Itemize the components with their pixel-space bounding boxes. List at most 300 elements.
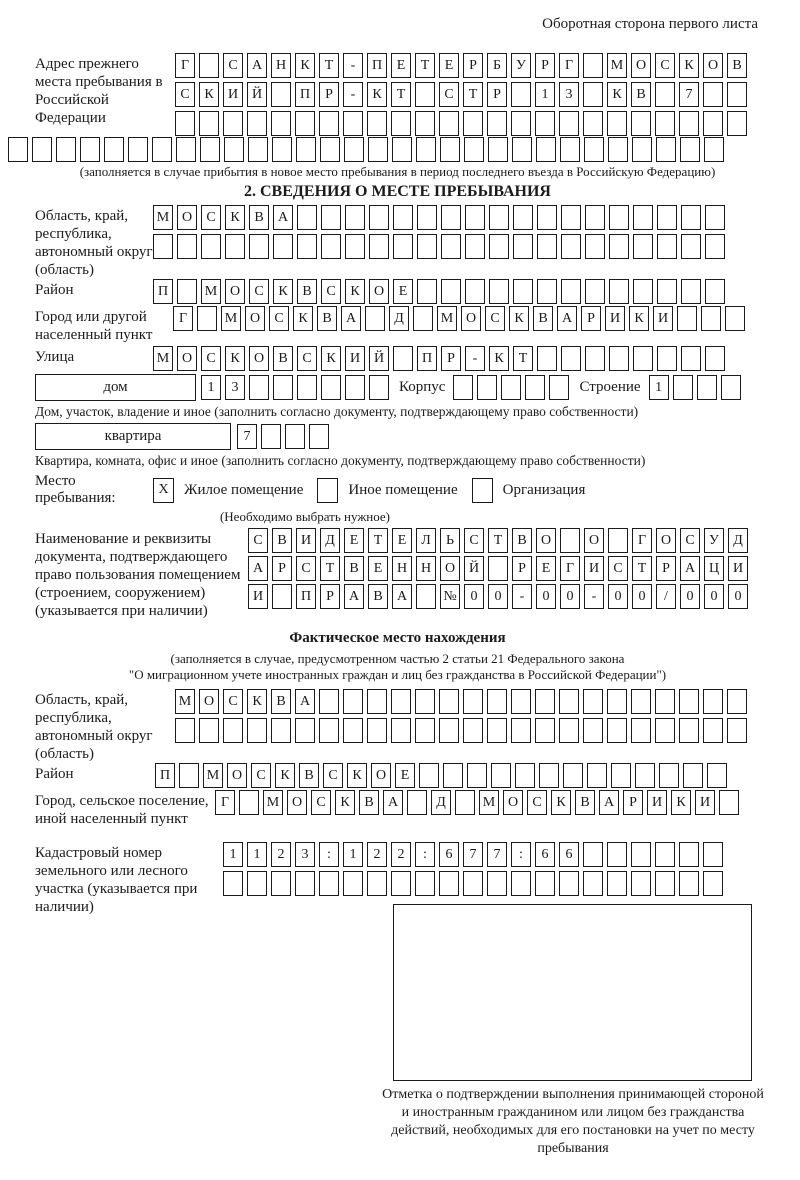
form-cell: Е bbox=[391, 53, 411, 78]
form-cell: К bbox=[345, 279, 365, 304]
form-cell bbox=[297, 234, 317, 259]
form-cell bbox=[704, 137, 724, 162]
form-cell bbox=[152, 137, 172, 162]
form-cell bbox=[391, 718, 411, 743]
korpus-label: Корпус bbox=[399, 379, 446, 395]
house-caption: Дом, участок, владение и иное (заполнить согласно документу, подтверждающему право собственности) bbox=[35, 404, 639, 419]
form-cell: С bbox=[297, 346, 317, 371]
form-cell bbox=[703, 689, 723, 714]
form-cell: С bbox=[201, 205, 221, 230]
section2-title: 2. СВЕДЕНИЯ О МЕСТЕ ПРЕБЫВАНИЯ bbox=[244, 183, 551, 200]
form-cell bbox=[249, 375, 269, 400]
form-cell bbox=[655, 82, 675, 107]
form-cell bbox=[343, 111, 363, 136]
factual-district-row bbox=[155, 763, 727, 788]
form-cell bbox=[539, 763, 559, 788]
form-cell bbox=[585, 234, 605, 259]
street-label: Улица bbox=[35, 349, 75, 365]
form-cell bbox=[415, 689, 435, 714]
form-cell: Е bbox=[536, 556, 556, 581]
form-cell bbox=[393, 346, 413, 371]
form-cell bbox=[583, 82, 603, 107]
form-cell bbox=[177, 234, 197, 259]
form-cell: 7 bbox=[463, 842, 483, 867]
form-cell bbox=[631, 111, 651, 136]
form-cell bbox=[585, 346, 605, 371]
form-cell bbox=[467, 763, 487, 788]
form-cell bbox=[719, 790, 739, 815]
form-cell: П bbox=[367, 53, 387, 78]
document-row-2 bbox=[248, 556, 748, 581]
form-cell bbox=[225, 234, 245, 259]
factual-note-1: (заполняется в случае, предусмотренном частью 2 статьи 21 Федерального закона bbox=[170, 651, 625, 666]
form-cell: В bbox=[359, 790, 379, 815]
form-cell: А bbox=[247, 53, 267, 78]
stay-place-label: Место пребывания: bbox=[35, 473, 116, 506]
form-cell: К bbox=[225, 205, 245, 230]
form-cell: Г bbox=[559, 53, 579, 78]
form-cell bbox=[585, 279, 605, 304]
checkbox-residential: X bbox=[153, 478, 174, 503]
form-cell bbox=[199, 111, 219, 136]
form-cell: У bbox=[704, 528, 724, 553]
form-cell bbox=[487, 689, 507, 714]
form-cell: 1 bbox=[535, 82, 555, 107]
form-cell: Й bbox=[247, 82, 267, 107]
form-cell: Р bbox=[656, 556, 676, 581]
form-cell bbox=[683, 763, 703, 788]
form-cell: Р bbox=[272, 556, 292, 581]
form-cell bbox=[463, 111, 483, 136]
form-cell: К bbox=[295, 53, 315, 78]
form-cell bbox=[511, 718, 531, 743]
stamp-box bbox=[393, 904, 752, 1081]
korpus-cells bbox=[453, 375, 569, 400]
apartment-number-cells bbox=[237, 424, 329, 449]
form-cell: О bbox=[536, 528, 556, 553]
district-label: Район bbox=[35, 282, 74, 298]
form-cell bbox=[273, 234, 293, 259]
form-cell: О bbox=[227, 763, 247, 788]
form-cell bbox=[681, 346, 701, 371]
form-cell bbox=[309, 424, 329, 449]
form-cell: И bbox=[584, 556, 604, 581]
form-cell bbox=[725, 306, 745, 331]
form-cell: Е bbox=[344, 528, 364, 553]
form-cell: 6 bbox=[535, 842, 555, 867]
form-cell: К bbox=[607, 82, 627, 107]
form-cell bbox=[585, 205, 605, 230]
form-cell bbox=[633, 234, 653, 259]
form-cell bbox=[343, 871, 363, 896]
form-cell: 2 bbox=[271, 842, 291, 867]
form-cell: В bbox=[272, 528, 292, 553]
form-cell: С bbox=[223, 53, 243, 78]
form-cell bbox=[537, 234, 557, 259]
form-cell bbox=[583, 53, 603, 78]
form-cell bbox=[247, 718, 267, 743]
form-cell: П bbox=[417, 346, 437, 371]
form-cell bbox=[609, 234, 629, 259]
form-cell: О bbox=[440, 556, 460, 581]
form-cell: - bbox=[343, 53, 363, 78]
form-cell: В bbox=[249, 205, 269, 230]
form-cell: С bbox=[296, 556, 316, 581]
form-cell bbox=[391, 871, 411, 896]
form-cell bbox=[413, 306, 433, 331]
ownership-document-label: Наименование и реквизиты документа, подтверждающего право пользования помещением (строением, сооружением) (указывается при наличии) bbox=[35, 531, 241, 619]
form-cell: О bbox=[631, 53, 651, 78]
form-cell: О bbox=[249, 346, 269, 371]
form-cell bbox=[607, 842, 627, 867]
form-cell bbox=[655, 871, 675, 896]
form-cell: М bbox=[153, 205, 173, 230]
previous-address-block bbox=[35, 53, 760, 136]
form-cell: Ь bbox=[440, 528, 460, 553]
form-cell bbox=[655, 689, 675, 714]
factual-city-label: Город, сельское поселение, иной населенный пункт bbox=[35, 793, 209, 827]
form-cell: Г bbox=[560, 556, 580, 581]
form-cell bbox=[367, 718, 387, 743]
form-cell bbox=[415, 82, 435, 107]
form-cell bbox=[535, 111, 555, 136]
form-cell bbox=[703, 82, 723, 107]
form-cell: Е bbox=[395, 763, 415, 788]
form-cell: А bbox=[344, 584, 364, 609]
form-cell: Н bbox=[392, 556, 412, 581]
form-cell: С bbox=[223, 689, 243, 714]
form-cell bbox=[465, 205, 485, 230]
form-cell: А bbox=[557, 306, 577, 331]
form-cell: 0 bbox=[536, 584, 556, 609]
form-cell bbox=[525, 375, 545, 400]
form-cell bbox=[631, 842, 651, 867]
form-cell bbox=[632, 137, 652, 162]
form-cell: С bbox=[249, 279, 269, 304]
form-cell bbox=[705, 279, 725, 304]
form-cell bbox=[345, 205, 365, 230]
city-row bbox=[173, 306, 745, 331]
form-cell: О bbox=[369, 279, 389, 304]
other-premises-label: Иное помещение bbox=[348, 481, 458, 498]
form-cell: И bbox=[248, 584, 268, 609]
form-cell bbox=[416, 137, 436, 162]
form-cell bbox=[727, 718, 747, 743]
form-cell bbox=[393, 234, 413, 259]
form-cell bbox=[515, 763, 535, 788]
form-cell: А bbox=[383, 790, 403, 815]
form-cell bbox=[703, 111, 723, 136]
form-cell bbox=[489, 205, 509, 230]
form-cell bbox=[559, 111, 579, 136]
form-cell bbox=[177, 279, 197, 304]
form-cell bbox=[153, 234, 173, 259]
form-cell: К bbox=[321, 346, 341, 371]
stroenie-cells bbox=[649, 375, 741, 400]
form-cell bbox=[607, 111, 627, 136]
factual-region-row-2 bbox=[175, 718, 747, 743]
form-cell bbox=[321, 375, 341, 400]
form-cell bbox=[563, 763, 583, 788]
previous-address-note: (заполняется в случае прибытия в новое место пребывания в период последнего въезда в Российскую Федерацию) bbox=[79, 164, 716, 179]
form-cell: М bbox=[437, 306, 457, 331]
form-cell bbox=[655, 111, 675, 136]
form-cell: К bbox=[335, 790, 355, 815]
form-cell bbox=[416, 584, 436, 609]
form-cell bbox=[681, 234, 701, 259]
form-cell bbox=[297, 375, 317, 400]
form-cell bbox=[583, 842, 603, 867]
form-cell: И bbox=[653, 306, 673, 331]
form-cell bbox=[721, 375, 741, 400]
form-cell: 6 bbox=[559, 842, 579, 867]
form-cell bbox=[271, 718, 291, 743]
apartment-row bbox=[35, 423, 760, 450]
form-cell: О bbox=[199, 689, 219, 714]
stamp-area bbox=[382, 904, 764, 1158]
apartment-caption: Квартира, комната, офис и иное (заполнить согласно документу, подтверждающему право собственности) bbox=[35, 453, 646, 468]
form-cell: Т bbox=[320, 556, 340, 581]
form-cell bbox=[32, 137, 52, 162]
form-cell bbox=[681, 205, 701, 230]
form-cell: М bbox=[263, 790, 283, 815]
form-cell: 3 bbox=[225, 375, 245, 400]
form-cell bbox=[559, 718, 579, 743]
form-cell bbox=[369, 234, 389, 259]
form-cell bbox=[561, 346, 581, 371]
form-cell: 0 bbox=[488, 584, 508, 609]
form-cell bbox=[705, 234, 725, 259]
form-cell: П bbox=[155, 763, 175, 788]
form-cell bbox=[367, 871, 387, 896]
form-cell bbox=[697, 375, 717, 400]
form-cell: О bbox=[245, 306, 265, 331]
form-cell: К bbox=[671, 790, 691, 815]
form-cell: И bbox=[647, 790, 667, 815]
form-cell bbox=[417, 279, 437, 304]
form-cell: К bbox=[273, 279, 293, 304]
form-cell bbox=[679, 871, 699, 896]
form-cell: В bbox=[273, 346, 293, 371]
form-cell: 0 bbox=[704, 584, 724, 609]
previous-address-row-4 bbox=[8, 137, 760, 162]
form-cell: В bbox=[271, 689, 291, 714]
form-cell bbox=[463, 718, 483, 743]
form-cell bbox=[679, 842, 699, 867]
form-cell: К bbox=[199, 82, 219, 107]
form-cell: 7 bbox=[679, 82, 699, 107]
form-cell bbox=[561, 279, 581, 304]
form-cell bbox=[271, 871, 291, 896]
form-cell bbox=[536, 137, 556, 162]
form-cell: : bbox=[319, 842, 339, 867]
form-cell bbox=[559, 689, 579, 714]
form-cell bbox=[583, 111, 603, 136]
form-cell bbox=[197, 306, 217, 331]
stroenie-label: Строение bbox=[579, 379, 641, 395]
form-cell: 0 bbox=[464, 584, 484, 609]
form-cell: Н bbox=[416, 556, 436, 581]
form-cell: / bbox=[656, 584, 676, 609]
form-cell bbox=[439, 871, 459, 896]
form-cell bbox=[439, 689, 459, 714]
form-cell bbox=[561, 205, 581, 230]
form-cell: 1 bbox=[223, 842, 243, 867]
form-cell: Г bbox=[632, 528, 652, 553]
form-cell bbox=[415, 111, 435, 136]
form-cell: 1 bbox=[343, 842, 363, 867]
form-cell: Т bbox=[391, 82, 411, 107]
page-subtitle: Оборотная сторона первого листа bbox=[542, 16, 758, 32]
form-cell bbox=[705, 346, 725, 371]
city-label: Город или другой населенный пункт bbox=[35, 309, 153, 343]
form-cell bbox=[511, 111, 531, 136]
form-cell bbox=[56, 137, 76, 162]
form-cell bbox=[608, 137, 628, 162]
form-cell: - bbox=[343, 82, 363, 107]
form-cell bbox=[392, 137, 412, 162]
form-cell bbox=[465, 279, 485, 304]
form-cell bbox=[607, 718, 627, 743]
form-cell: К bbox=[489, 346, 509, 371]
form-cell: Т bbox=[513, 346, 533, 371]
form-cell bbox=[365, 306, 385, 331]
form-cell bbox=[176, 137, 196, 162]
form-cell bbox=[703, 718, 723, 743]
form-cell: С bbox=[527, 790, 547, 815]
form-cell bbox=[611, 763, 631, 788]
form-cell: 2 bbox=[367, 842, 387, 867]
form-cell: М bbox=[203, 763, 223, 788]
form-cell bbox=[513, 205, 533, 230]
form-cell bbox=[489, 279, 509, 304]
form-cell bbox=[271, 111, 291, 136]
form-cell: Р bbox=[581, 306, 601, 331]
form-cell bbox=[247, 111, 267, 136]
form-cell bbox=[285, 424, 305, 449]
form-cell: К bbox=[509, 306, 529, 331]
form-cell bbox=[633, 346, 653, 371]
cadastre-row-1 bbox=[223, 842, 723, 867]
form-cell bbox=[439, 111, 459, 136]
form-cell bbox=[703, 871, 723, 896]
form-cell bbox=[487, 718, 507, 743]
form-cell: О bbox=[584, 528, 604, 553]
form-cell: В bbox=[631, 82, 651, 107]
form-cell bbox=[179, 763, 199, 788]
form-cell bbox=[501, 375, 521, 400]
form-cell bbox=[680, 137, 700, 162]
form-cell bbox=[320, 137, 340, 162]
form-cell bbox=[345, 375, 365, 400]
form-cell: С bbox=[485, 306, 505, 331]
factual-city-row bbox=[215, 790, 739, 815]
form-cell: Е bbox=[368, 556, 388, 581]
form-cell: А bbox=[341, 306, 361, 331]
previous-address-row-3 bbox=[175, 111, 747, 136]
form-cell: К bbox=[551, 790, 571, 815]
form-cell: М bbox=[221, 306, 241, 331]
form-cell bbox=[201, 234, 221, 259]
form-cell bbox=[655, 842, 675, 867]
form-cell: Р bbox=[319, 82, 339, 107]
form-cell bbox=[727, 111, 747, 136]
form-cell bbox=[223, 871, 243, 896]
form-cell: Й bbox=[464, 556, 484, 581]
form-cell bbox=[673, 375, 693, 400]
form-cell bbox=[417, 234, 437, 259]
form-cell bbox=[583, 871, 603, 896]
form-cell bbox=[512, 137, 532, 162]
form-cell bbox=[701, 306, 721, 331]
factual-title: Фактическое место нахождения bbox=[289, 630, 506, 646]
form-cell: В bbox=[299, 763, 319, 788]
form-cell: В bbox=[297, 279, 317, 304]
form-cell: 0 bbox=[728, 584, 748, 609]
form-cell bbox=[511, 82, 531, 107]
form-cell: И bbox=[728, 556, 748, 581]
factual-note-2: "О миграционном учете иностранных граждан и лиц без гражданства в Российской Федерации") bbox=[128, 667, 667, 682]
form-cell bbox=[175, 111, 195, 136]
form-cell: В bbox=[575, 790, 595, 815]
form-cell: 1 bbox=[649, 375, 669, 400]
form-cell bbox=[415, 718, 435, 743]
form-cell bbox=[223, 718, 243, 743]
form-cell: В bbox=[533, 306, 553, 331]
form-cell: 0 bbox=[608, 584, 628, 609]
form-cell: Г bbox=[175, 53, 195, 78]
form-cell: Б bbox=[487, 53, 507, 78]
form-cell bbox=[707, 763, 727, 788]
form-cell: Т bbox=[368, 528, 388, 553]
form-cell bbox=[561, 234, 581, 259]
form-cell bbox=[272, 584, 292, 609]
city-block bbox=[35, 306, 760, 344]
form-cell bbox=[199, 718, 219, 743]
form-cell: С bbox=[655, 53, 675, 78]
form-cell: Р bbox=[512, 556, 532, 581]
form-cell bbox=[441, 205, 461, 230]
form-cell bbox=[391, 689, 411, 714]
house-number-cells bbox=[201, 375, 389, 400]
form-cell bbox=[513, 234, 533, 259]
form-cell: И bbox=[296, 528, 316, 553]
form-cell: Р bbox=[463, 53, 483, 78]
form-cell bbox=[391, 111, 411, 136]
form-cell: С bbox=[201, 346, 221, 371]
form-cell bbox=[296, 137, 316, 162]
form-cell: Р bbox=[535, 53, 555, 78]
form-cell: О bbox=[287, 790, 307, 815]
form-cell bbox=[369, 375, 389, 400]
form-cell bbox=[319, 871, 339, 896]
form-cell bbox=[679, 718, 699, 743]
form-cell: Р bbox=[487, 82, 507, 107]
form-cell bbox=[489, 234, 509, 259]
form-cell bbox=[608, 528, 628, 553]
form-cell bbox=[273, 375, 293, 400]
form-cell: О bbox=[225, 279, 245, 304]
form-cell bbox=[8, 137, 28, 162]
form-cell: К bbox=[347, 763, 367, 788]
form-cell: К bbox=[275, 763, 295, 788]
form-cell bbox=[223, 111, 243, 136]
form-cell bbox=[295, 718, 315, 743]
form-cell bbox=[727, 689, 747, 714]
form-cell bbox=[537, 346, 557, 371]
form-cell: Е bbox=[439, 53, 459, 78]
form-cell: 3 bbox=[559, 82, 579, 107]
